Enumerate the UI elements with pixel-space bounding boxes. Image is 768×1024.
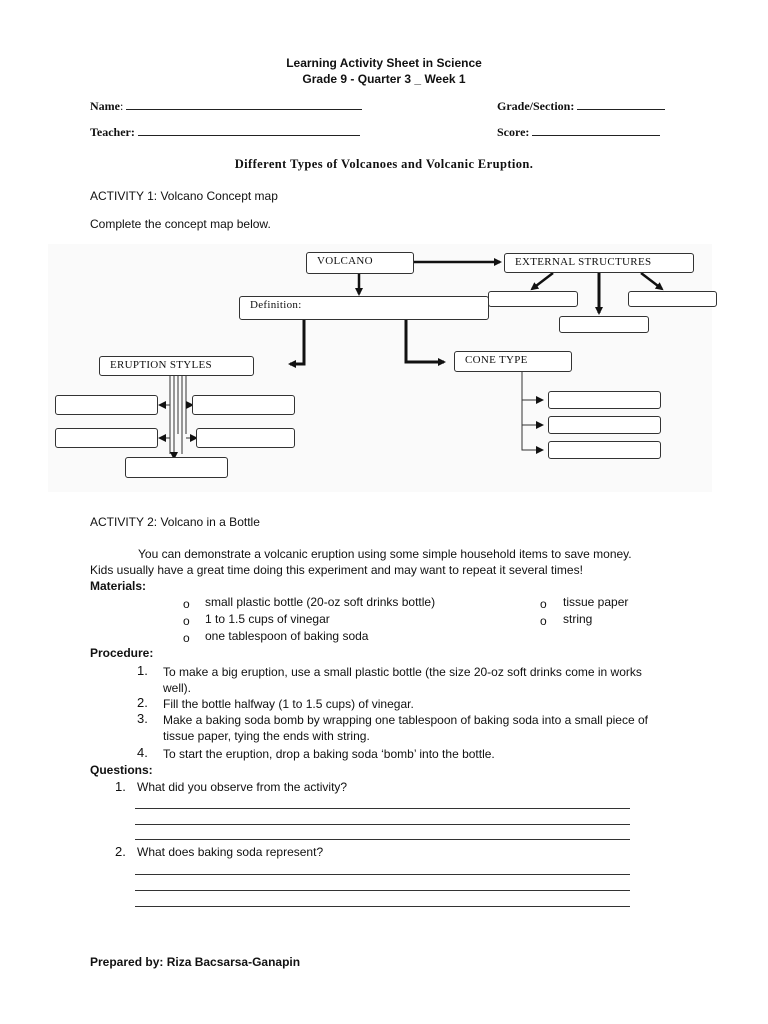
score-label: Score:: [497, 125, 530, 139]
bullet-icon: o: [183, 631, 190, 645]
answer-line[interactable]: [135, 824, 630, 825]
step-number: 1.: [137, 663, 148, 678]
cone-answer-box-1[interactable]: [548, 391, 661, 409]
question-number: 2.: [115, 844, 126, 859]
cone-type-box: CONE TYPE: [454, 351, 572, 372]
cone-answer-box-3[interactable]: [548, 441, 661, 459]
grade-section-field: [497, 98, 665, 114]
material-item: tissue paper: [563, 595, 629, 609]
eruption-styles-box: ERUPTION STYLES: [99, 356, 254, 376]
grade-section-line[interactable]: [577, 98, 665, 110]
bullet-icon: o: [540, 614, 547, 628]
answer-line[interactable]: [135, 874, 630, 875]
question-number: 1.: [115, 779, 126, 794]
eruption-answer-box-5[interactable]: [125, 457, 228, 478]
sheet-title: Learning Activity Sheet in Science: [286, 56, 482, 70]
name-label: Name: [90, 99, 120, 113]
sheet-subtitle: Grade 9 - Quarter 3 _ Week 1: [302, 72, 466, 86]
intro-line-1: You can demonstrate a volcanic eruption using some simple household items to save money.: [138, 547, 632, 561]
answer-line[interactable]: [135, 906, 630, 907]
material-item: small plastic bottle (20-oz soft drinks bottle): [205, 595, 436, 609]
step-text: To make a big eruption, use a small plastic bottle (the size 20-oz soft drinks come in works: [163, 665, 642, 679]
materials-label: Materials:: [90, 579, 147, 593]
material-item: string: [563, 612, 593, 626]
step-text-cont: tissue paper, tying the ends with string.: [163, 729, 370, 743]
answer-line[interactable]: [135, 839, 630, 840]
bullet-icon: o: [183, 614, 190, 628]
volcano-box: VOLCANO: [306, 252, 414, 274]
step-number: 2.: [137, 695, 148, 710]
eruption-answer-box-3[interactable]: [55, 428, 158, 448]
name-field: Name:: [90, 98, 362, 114]
question-text: What did you observe from the activity?: [137, 780, 348, 794]
cone-answer-box-2[interactable]: [548, 416, 661, 434]
step-number: 4.: [137, 745, 148, 760]
concept-map: [48, 244, 712, 492]
answer-line[interactable]: [135, 808, 630, 809]
step-number: 3.: [137, 711, 148, 726]
step-text: To start the eruption, drop a baking soda ‘bomb’ into the bottle.: [163, 747, 495, 761]
eruption-answer-box-1[interactable]: [55, 395, 158, 415]
external-structures-box: EXTERNAL STRUCTURES: [504, 253, 694, 273]
answer-line[interactable]: [135, 890, 630, 891]
questions-label: Questions:: [90, 763, 153, 777]
teacher-label: Teacher:: [90, 125, 135, 139]
step-text: Make a baking soda bomb by wrapping one tablespoon of baking soda into a small piece of: [163, 713, 648, 727]
score-line[interactable]: [532, 124, 660, 136]
teacher-field: [90, 124, 360, 140]
topic-heading: Different Types of Volcanoes and Volcanic Eruption.: [234, 157, 534, 171]
eruption-answer-box-4[interactable]: [196, 428, 295, 448]
step-text-cont: well).: [163, 681, 192, 695]
eruption-answer-box-2[interactable]: [192, 395, 295, 415]
bullet-icon: o: [540, 597, 547, 611]
activity1-heading: ACTIVITY 1: Volcano Concept map: [90, 189, 278, 203]
procedure-label: Procedure:: [90, 646, 154, 660]
score-field: [497, 124, 660, 140]
external-answer-box-3[interactable]: [628, 291, 717, 307]
external-answer-box-1[interactable]: [488, 291, 578, 307]
activity2-heading: ACTIVITY 2: Volcano in a Bottle: [90, 515, 260, 529]
prepared-by: Prepared by: Riza Bacsarsa-Ganapin: [90, 955, 301, 969]
material-item: one tablespoon of baking soda: [205, 629, 369, 643]
teacher-line[interactable]: [138, 124, 360, 136]
activity1-instruction: Complete the concept map below.: [90, 217, 271, 231]
definition-box[interactable]: Definition:: [239, 296, 489, 320]
grade-section-label: Grade/Section:: [497, 99, 575, 113]
question-text: What does baking soda represent?: [137, 845, 324, 859]
bullet-icon: o: [183, 597, 190, 611]
material-item: 1 to 1.5 cups of vinegar: [205, 612, 330, 626]
external-answer-box-2[interactable]: [559, 316, 649, 333]
intro-line-2: Kids usually have a great time doing this experiment and may want to repeat it several times!: [90, 563, 583, 577]
step-text: Fill the bottle halfway (1 to 1.5 cups) of vinegar.: [163, 697, 414, 711]
name-line[interactable]: [126, 98, 362, 110]
